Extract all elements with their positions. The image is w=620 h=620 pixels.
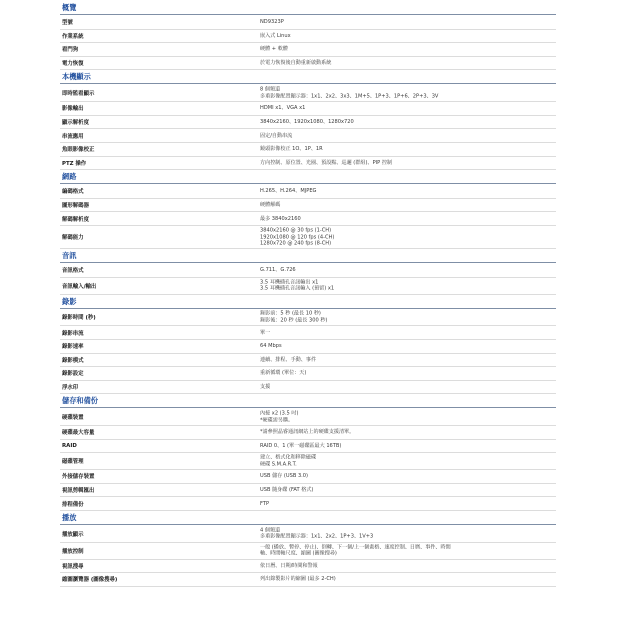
spec-row [60,102,556,116]
spec-value-line: 3840x2160 @ 30 fps (1-CH) [260,227,332,234]
spec-row [60,264,556,278]
spec-value-line: 嵌入式 Linux [260,32,291,39]
spec-label: 電力恢復 [62,61,84,68]
spec-row [60,484,556,498]
spec-label: 串流應用 [62,133,84,140]
section-header [60,173,556,184]
spec-label: 浮水印 [62,385,79,392]
spec-label: 視訊搜尋 [62,563,84,570]
spec-label: 音訊輸入/輸出 [62,283,97,290]
spec-value [260,527,554,540]
spec-value-line: 依日曆、日期/時間和警報 [260,562,318,569]
spec-value-line: 支援 [260,383,271,390]
section-header [60,397,556,408]
spec-value-line: 於電力恢復後自動重新啟動系統 [260,59,332,66]
spec-row [60,85,556,102]
spec-value-line: *請參照晶睿通訊網站上的硬碟支援清單。 [260,429,355,436]
spec-value-line: 1280x720 @ 240 fps (8-CH) [260,240,332,247]
section-title: 網路 [62,172,77,182]
spec-value [260,188,554,194]
spec-row [60,310,556,327]
spec-row [60,497,556,511]
spec-label: 音訊格式 [62,268,84,275]
spec-value-line: 3840x2160、1920x1080、1280x720 [260,118,354,125]
spec-value [260,215,554,221]
spec-label: 圖形解碼器 [62,203,89,210]
spec-value-line: 建立、格式化和移除磁碟 [260,454,317,461]
spec-label: 型號 [62,20,73,27]
spec-row [60,453,556,470]
spec-label: 看門狗 [62,47,79,54]
spec-value-line: HDMI x1、VGA x1 [260,105,306,112]
spec-label: 解碼能力 [62,235,84,242]
spec-value-line: USB 隨身碟 (FAT 格式) [260,486,314,493]
spec-label: 磁碟管理 [62,459,84,466]
spec-value [260,455,554,468]
spec-value [260,146,554,152]
spec-value-line: 連續、排程、手動、事件 [260,356,317,363]
spec-value-line: 多重影像配置顯示器：1x1、2x2、3x3、1M+5、1P+3、1P+6、2P+3、3V [260,93,439,100]
spec-label: 作業系統 [62,33,84,40]
spec-row [60,278,556,295]
spec-value [260,370,554,376]
spec-row [60,43,556,57]
spec-value [260,311,554,324]
spec-value-line: 重新循環 (單位：天) [260,370,307,377]
spec-label: 錄影時間 (秒) [62,315,96,322]
spec-value-line: 64 Mbps [260,343,282,350]
spec-value-line: 方向控制、原位置、光圈、預設點、巡邏 (群組)、PIP 控制 [260,159,393,166]
spec-row [60,381,556,395]
section-title: 播放 [62,513,77,522]
spec-label: 魚眼影像校正 [62,147,95,154]
spec-row [60,367,556,381]
spec-value-line: 內接 x2 (3.5 吋) [260,410,299,417]
spec-row [60,157,556,171]
spec-value [260,267,554,273]
spec-value [260,87,554,100]
spec-row [60,354,556,368]
spec-row [60,340,556,354]
spec-value-line: FTP [260,500,270,507]
spec-row [60,185,556,199]
spec-label: 顯示解析度 [62,120,89,127]
spec-label: 解碼解析度 [62,216,89,223]
spec-value-line: G.711、G.726 [260,267,296,274]
spec-row [60,143,556,157]
spec-value [260,473,554,479]
spec-label: 視訊剪輯匯出 [62,488,95,495]
spec-value [260,46,554,52]
spec-row [60,426,556,440]
spec-value-line: RAID 0、1 (單一磁碟區最大 16TB) [260,442,342,449]
spec-row [60,326,556,340]
spec-row [60,543,556,560]
spec-label: RAID [62,443,77,450]
spec-row [60,560,556,574]
spec-row [60,212,556,226]
spec-value [260,576,554,582]
spec-row [60,57,556,71]
spec-label: 播放顯示 [62,531,84,538]
spec-row [60,526,556,543]
spec-value-line: 硬體解碼 [260,201,281,208]
spec-value-line: 3.5 耳機插孔音訊輸入 (預留) x1 [260,285,335,292]
spec-label: 外接儲存裝置 [62,474,95,481]
spec-value [260,227,554,246]
spec-row [60,30,556,44]
spec-value-line: ND9323P [260,19,284,26]
spec-value-line: H.265、H.264、MJPEG [260,188,317,195]
spec-row [60,470,556,484]
spec-label: 編碼格式 [62,189,84,196]
section-header [60,4,556,15]
spec-value [260,60,554,66]
spec-row [60,573,556,587]
spec-value-line: 固定/自動串流 [260,132,293,139]
spec-label: PTZ 操作 [62,160,87,167]
spec-value [260,384,554,390]
spec-value-line: 列出錄製影片的縮圖 (最多 2-CH) [260,576,336,583]
spec-row [60,440,556,454]
spec-value-line: 4 個頻道 [260,527,281,534]
spec-value-line: 鏡頭影像校正 1O、1P、1R [260,146,323,153]
section-title: 概覽 [62,3,77,12]
section-title: 錄影 [62,296,77,306]
spec-value [260,132,554,138]
spec-label: 錄影模式 [62,357,84,364]
spec-label: 排程備份 [62,501,84,508]
spec-label: 播放控制 [62,548,84,555]
spec-value [260,443,554,449]
section-header [60,298,556,309]
section-title: 本機顯示 [62,72,91,82]
spec-value [260,500,554,506]
spec-label: 錄影速率 [62,344,84,351]
spec-value [260,202,554,208]
spec-value [260,19,554,25]
spec-row [60,16,556,30]
spec-value-line: 單一 [260,329,271,336]
spec-value-line: 錄影後：20 秒 (最長 300 秒) [260,317,328,324]
spec-value [260,343,554,349]
spec-value [260,160,554,166]
spec-label: 影像輸出 [62,106,84,113]
spec-value-line: 硬碟 S.M.A.R.T. [260,461,297,468]
section-header [60,73,556,84]
spec-value [260,119,554,125]
spec-value-line: 錄影前：5 秒 (最長 10 秒) [260,311,321,318]
spec-row [60,409,556,426]
spec-value [260,563,554,569]
spec-value [260,329,554,335]
spec-value [260,279,554,292]
spec-value-line: 8 個頻道 [260,86,281,93]
section-title: 儲存和備份 [62,396,98,406]
spec-value [260,411,554,424]
spec-row [60,116,556,130]
spec-label: 錄影串流 [62,330,84,337]
section-header [60,514,556,525]
spec-value [260,357,554,363]
spec-value [260,429,554,435]
spec-value-line: 最多 3840x2160 [260,215,301,222]
spec-value-line: 軸、時間軸尺度、縮圖 (圖像搜尋) [260,550,337,557]
spec-row [60,129,556,143]
spec-value-line: 硬體 + 軟體 [260,46,288,53]
spec-value [260,33,554,39]
spec-label: 錄影設定 [62,371,84,378]
spec-row [60,226,556,249]
spec-value-line: 一般 (播放、暫停、停止)、倒轉、下一個/上一個畫格、速度控制、日曆、事件、時間 [260,544,451,551]
spec-value [260,544,554,557]
spec-label: 硬碟裝置 [62,415,84,422]
spec-value-line: 多重影像配置顯示器：1x1、2x2、1P+3、1V+3 [260,533,374,540]
section-title: 音訊 [62,251,77,261]
spec-value-line: *硬碟需另購。 [260,417,294,424]
section-header [60,252,556,263]
spec-label: 縮圖瀏覽器 (圖像搜尋) [62,577,118,584]
spec-value-line: 3.5 耳機插孔音訊輸出 x1 [260,279,319,286]
spec-label: 硬碟最大容量 [62,430,95,437]
spec-value [260,487,554,493]
spec-label: 即時監看顯示 [62,91,95,98]
spec-value-line: 1920x1080 @ 120 fps (4-CH) [260,233,335,240]
spec-value-line: USB 儲存 (USB 3.0) [260,473,309,480]
spec-row [60,199,556,213]
spec-value [260,105,554,111]
